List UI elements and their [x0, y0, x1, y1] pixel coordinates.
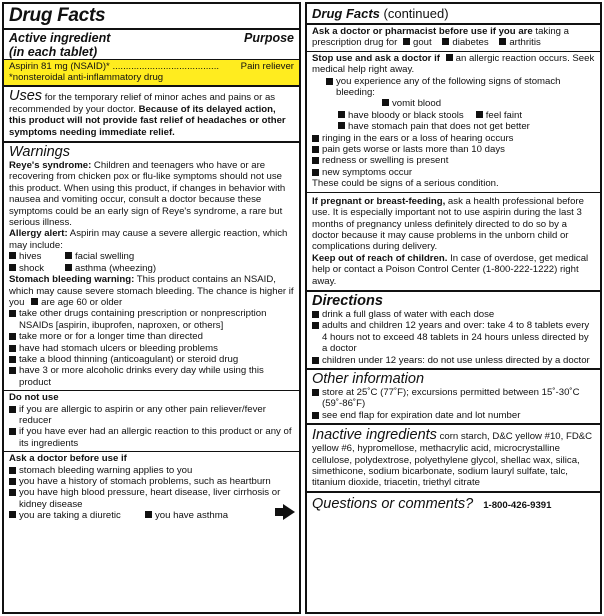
ask-doctor-section	[4, 452, 299, 523]
uses-bold-text: Because of its delayed action, this product will not provide fast relief of headaches or other symptoms needing immediate relief.	[9, 103, 286, 138]
bleeding-item: have 3 or more alcoholic drinks every day while using this product	[19, 365, 264, 388]
bleeding-label: Stomach bleeding warning:	[9, 274, 135, 286]
pharm-item: diabetes	[452, 37, 489, 49]
ask-doctor-item: you have asthma	[155, 510, 229, 522]
stop-use-section	[307, 52, 600, 193]
directions-item: children under 12 years: do not use unless directed by a doctor	[322, 354, 590, 366]
reye-text: Children and teenagers who have or are recovering from chicken pox or flu-like symptoms should not use this product. When using this product, if changes in behavior with nausea and vomiting occur, consult a doctor because these symptoms could be an early sign of Reye's syndrome, a rare but serious illness.	[9, 160, 286, 229]
ask-pharmacist-label: Ask a doctor or pharmacist before use if you are	[312, 26, 533, 37]
allergy-item: hives	[19, 251, 42, 263]
reye-label: Reye's syndrome:	[9, 160, 92, 172]
active-ingredient-header: Active ingredient	[9, 31, 111, 45]
ingredient-purpose: Pain reliever	[240, 61, 294, 72]
bleeding-sign: vomit blood	[392, 98, 442, 110]
drug-facts-title: Drug Facts	[9, 5, 106, 26]
other-information-item: see end flap for expiration date and lot number	[322, 409, 521, 421]
continued-label: (continued)	[379, 6, 449, 21]
ask-pharmacist-text: taking a prescription drug for	[312, 26, 570, 49]
stop-use-note: These could be signs of a serious condition.	[312, 178, 499, 190]
drug-facts-continued-header	[307, 4, 600, 25]
bleeding-item: have had stomach ulcers or bleeding problems	[19, 342, 218, 354]
drug-facts-header	[4, 4, 299, 30]
drug-facts-left-panel	[2, 2, 301, 614]
inactive-ingredients-title: Inactive ingredients	[312, 427, 437, 444]
bleeding-item: take a blood thinning (anticoagulant) or steroid drug	[19, 353, 239, 365]
do-not-use-section	[4, 391, 299, 452]
directions-section	[307, 292, 600, 370]
do-not-use-item: if you have ever had an allergic reaction to this product or any of its ingredients	[19, 426, 292, 449]
allergy-item: asthma (wheezing)	[75, 262, 157, 274]
warnings-section	[4, 143, 299, 391]
ingredient-name: Aspirin 81 mg (NSAID)* ........................................	[9, 61, 220, 72]
pregnancy-text: ask a health professional before use. It is especially important not to use aspirin during the last 3 months of pregnancy unless definitely directed to do so by a doctor because it may cause problems in the unborn child or complications during delivery.	[312, 195, 584, 253]
bleeding-item: take other drugs containing prescription or nonprescription NSAIDs [aspirin, ibuprofen, naproxen, or others]	[19, 308, 267, 331]
ask-doctor-item: you have a history of stomach problems, such as heartburn	[19, 476, 271, 487]
other-information-title: Other information	[312, 370, 425, 387]
allergy-item: shock	[19, 262, 45, 274]
uses-text: for the temporary relief of minor aches and pains or as recommended by your doctor.	[9, 91, 276, 115]
stop-use-signs: you experience any of the following signs of stomach bleeding:	[336, 75, 561, 99]
ask-doctor-title: Ask a doctor before use if	[9, 453, 127, 465]
bleeding-sign: have bloody or black stools	[348, 109, 464, 121]
stop-use-label: Stop use and ask a doctor if	[312, 52, 440, 64]
other-information-item: store at 25˚C (77˚F); excursions permitted between 15˚-30˚C (59˚-86˚F)	[322, 386, 580, 410]
directions-title: Directions	[312, 292, 383, 309]
ask-pharmacist-section	[307, 25, 600, 52]
questions-phone: 1-800-426-9391	[483, 499, 552, 511]
allergy-text: Aspirin may cause a severe allergic reaction, which may include:	[9, 228, 288, 251]
directions-item: drink a full glass of water with each dose	[322, 308, 495, 320]
allergy-item: facial swelling	[75, 251, 135, 263]
ingredient-footnote: *nonsteroidal anti-inflammatory drug	[9, 72, 164, 84]
stop-use-first: an allergic reaction occurs. Seek medical help right away.	[312, 52, 595, 76]
inactive-ingredients-text: corn starch, D&C yellow #10, FD&C yellow #6, hypromellose, methacrylic acid, microcrystalline cellulose, polydextrose, polyethylene glycol, shellac wax, silica, simethicone, sodium bicarbonate, sodium lauryl sulfate, talc, titanium dioxide, triacetin, triethyl citrate	[312, 431, 593, 489]
keep-out-label: Keep out of reach of children.	[312, 252, 448, 264]
drug-facts-right-panel	[305, 2, 602, 614]
ask-doctor-item: you are taking a diuretic	[19, 510, 121, 522]
purpose-header: Purpose	[243, 31, 294, 45]
stop-use-item: redness or swelling is present	[322, 155, 449, 167]
continue-arrow-icon	[283, 504, 295, 520]
uses-section	[4, 87, 299, 143]
other-information-section	[307, 370, 600, 425]
bleeding-item: take more or for a longer time than directed	[19, 331, 203, 343]
keep-out-text: In case of overdose, get medical help or contact a Poison Control Center (1-800-222-1222) right away.	[312, 252, 589, 287]
bleeding-sign: have stomach pain that does not get better	[348, 121, 530, 133]
pharm-item: gout	[413, 37, 432, 49]
bleeding-inline-item: are age 60 or older	[41, 296, 123, 308]
do-not-use-item: if you are allergic to aspirin or any other pain reliever/fever reducer	[19, 403, 266, 426]
warnings-title: Warnings	[9, 144, 70, 161]
bleeding-sign: feel faint	[485, 109, 523, 121]
allergy-label: Allergy alert:	[9, 228, 68, 240]
drug-facts-continued-title: Drug Facts	[312, 6, 380, 21]
ask-doctor-item: stomach bleeding warning applies to you	[19, 464, 193, 476]
pharm-item: arthritis	[509, 37, 541, 49]
stop-use-item: new symptoms occur	[322, 166, 413, 178]
ask-doctor-item: you have high blood pressure, heart disease, liver cirrhosis or kidney disease	[19, 487, 281, 510]
directions-item: adults and children 12 years and over: take 4 to 8 tablets every 4 hours not to exceed 48 tablets in 24 hours unless directed by a doctor	[322, 320, 590, 355]
ingredient-highlight	[4, 60, 299, 85]
pregnancy-section	[307, 193, 600, 292]
bleeding-text: This product contains an NSAID, which may cause severe stomach bleeding. The chance is higher if you	[9, 274, 294, 308]
stop-use-item: ringing in the ears or a loss of hearing occurs	[322, 132, 514, 144]
questions-section	[307, 493, 600, 515]
questions-title: Questions or comments?	[312, 495, 474, 512]
do-not-use-title: Do not use	[9, 392, 59, 404]
active-ingredient-subheader: (in each tablet)	[9, 45, 98, 59]
active-ingredient-section	[4, 30, 299, 87]
uses-title: Uses	[9, 87, 43, 104]
inactive-ingredients-section	[307, 425, 600, 493]
stop-use-item: pain gets worse or lasts more than 10 days	[322, 144, 505, 156]
pregnancy-label: If pregnant or breast-feeding,	[312, 195, 446, 207]
